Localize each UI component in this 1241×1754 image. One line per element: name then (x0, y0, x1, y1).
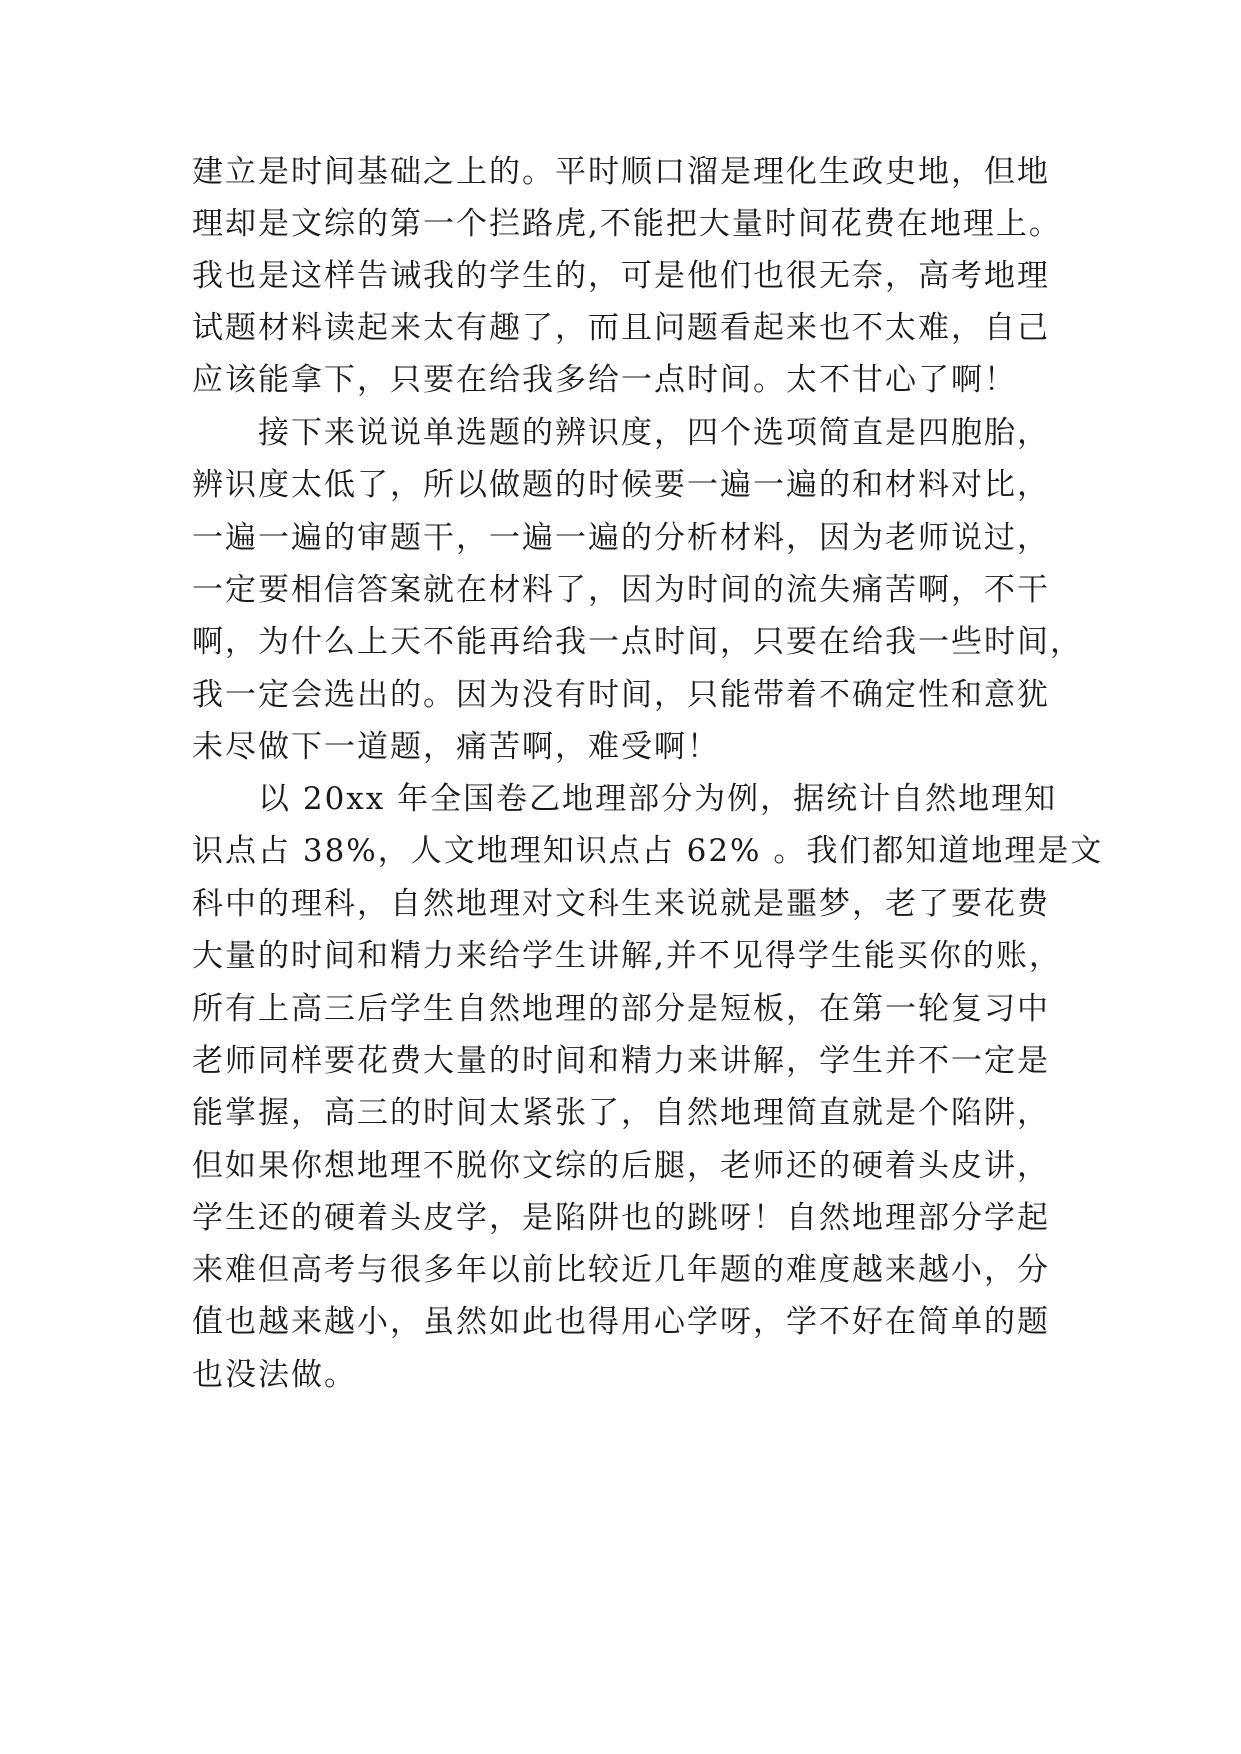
paragraph-start-line: 以 20xx 年全国卷乙地理部分为例，据统计自然地理知 (258, 781, 1058, 817)
text-line: 但如果你想地理不脱你文综的后腿，老师还的硬着头皮讲， (192, 1148, 1050, 1184)
text-line: 试题材料读起来太有趣了，而且问题看起来也不太难，自己 (192, 310, 1050, 346)
text-line: 一遍一遍的审题干，一遍一遍的分析材料，因为老师说过， (192, 520, 1050, 556)
text-line: 识点占 38%，人文地理知识点占 62% 。我们都知道地理是文 (192, 833, 1104, 869)
text-line: 建立是时间基础之上的。平时顺口溜是理化生政史地，但地 (192, 154, 1050, 190)
text-line: 辨识度太低了，所以做题的时候要一遍一遍的和材料对比， (192, 467, 1050, 503)
text-line: 值也越来越小，虽然如此也得用心学呀，学不好在简单的题 (192, 1304, 1050, 1340)
paragraph-start-line: 接下来说说单选题的辨识度，四个选项简直是四胞胎， (258, 415, 1050, 451)
text-line: 老师同样要花费大量的时间和精力来讲解，学生并不一定是 (192, 1043, 1050, 1079)
text-line: 未尽做下一道题，痛苦啊，难受啊！ (192, 729, 720, 765)
text-line: 能掌握，高三的时间太紧张了，自然地理简直就是个陷阱， (192, 1095, 1050, 1131)
text-line: 所有上高三后学生自然地理的部分是短板，在第一轮复习中 (192, 991, 1050, 1027)
text-line: 啊，为什么上天不能再给我一点时间，只要在给我一些时间， (192, 624, 1083, 660)
text-line: 科中的理科，自然地理对文科生来说就是噩梦，老了要花费 (192, 886, 1050, 922)
text-line: 也没法做。 (192, 1357, 357, 1393)
text-line: 大量的时间和精力来给学生讲解,并不见得学生能买你的账， (192, 938, 1062, 974)
text-line: 理却是文综的第一个拦路虎,不能把大量时间花费在地理上。 (192, 206, 1062, 242)
text-line: 应该能拿下，只要在给我多给一点时间。太不甘心了啊！ (192, 362, 1017, 398)
text-line: 我也是这样告诫我的学生的，可是他们也很无奈，高考地理 (192, 258, 1050, 294)
text-line: 一定要相信答案就在材料了，因为时间的流失痛苦啊，不干 (192, 572, 1050, 608)
text-line: 来难但高考与很多年以前比较近几年题的难度越来越小，分 (192, 1252, 1050, 1288)
text-line: 学生还的硬着头皮学，是陷阱也的跳呀！自然地理部分学起 (192, 1200, 1050, 1236)
text-line: 我一定会选出的。因为没有时间，只能带着不确定性和意犹 (192, 677, 1050, 713)
